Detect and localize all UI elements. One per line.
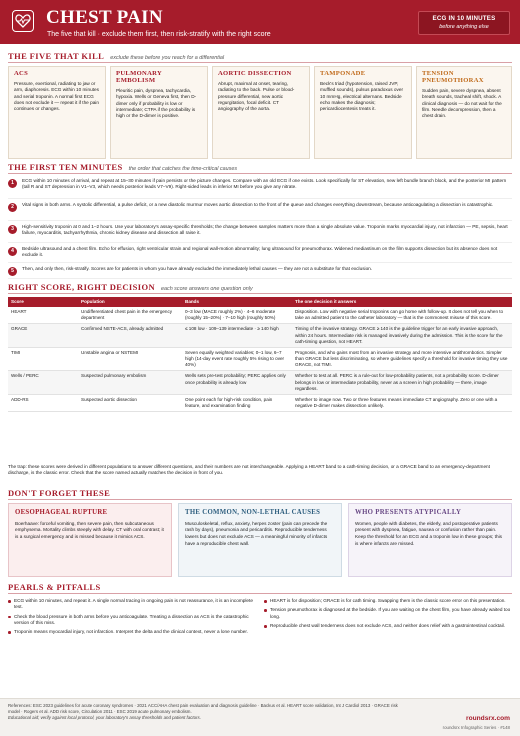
score-population: Suspected pulmonary embolism [78, 371, 182, 395]
page-title: CHEST PAIN [46, 7, 163, 28]
score-population: Undifferentiated chest pain in the emergency department [78, 307, 182, 324]
card-body: Pleuritic pain, dyspnea, tachycardia, hypoxia. Wells or Geneva first, then D-dimer only if probability is low or intermediate; CTPA if the probability is high or the D-dimer is positive. [116, 87, 197, 119]
step-row [8, 223, 512, 243]
step-text: ECG within 10 minutes of arrival, and repeat at 15–30 minutes if pain persists or the picture changes. Compare with an old ECG if one exists. Look specifically for ST elevation, new left bundle branch block, and the posterior MI pattern (tall R and ST depression in V1–V3, which needs posterior leads V7–V9). Right-sided leads in inferior MI before you give any nitrate. [22, 178, 507, 190]
step-text: High-sensitivity troponin at 0 and 1–2 hours. Use your laboratory's assay-specific thresholds; the change between samples matters more than a single absolute value. Troponin marks myocardial injury, not infarction — PE, sepsis, heart failure, myocarditis, tachyarrhythmia, chronic kidney disease and dissection all raise it. [22, 224, 508, 236]
score-bands: ≤ 108 low · 109–139 intermediate · ≥ 140 high [182, 324, 292, 348]
list-item: Check the blood pressure in both arms before you anticoagulate. Treating a dissection as ACS is the catastrophic version of this miss. [8, 614, 260, 627]
card-body: Boerhaave: forceful vomiting, then severe pain, then subcutaneous emphysema. Mortality climbs steeply with delay. CT with oral contrast; it is a surgical emergency and is missed because it mimics ACS. [15, 520, 164, 539]
section-title: THE FIRST TEN MINUTES [8, 162, 123, 172]
score-trap-note: The trap: these scores were derived in different populations to answer different questions, and their numbers are not interchangeable. Applying a HEART band to a cath-timing decision, or a GRACE band to an emergency-department discharge, is the classic error. Check that the score named actually matches the decision in front of you. [8, 464, 490, 476]
table-row [8, 307, 512, 324]
table-header-row [8, 297, 512, 307]
card-body: Beck's triad (hypotension, raised JVP, muffled sounds), pulsus paradoxus over 10 mmHg, electrical alternans. Bedside echo makes the diagnosis; pericardiocentesis treats it. [320, 80, 404, 112]
score-decision: Timing of the invasive strategy. GRACE ≥ 140 is the guideline trigger for an early invasive approach, within 24 hours. Intermediate risk is managed invasively during the admission. This is the score for the cath-timing question, not HEART. [292, 324, 512, 348]
series-label: roundsrx Infographic Series · #148 [442, 725, 510, 730]
card-title: ACS [14, 70, 29, 77]
score-bands: 0–3 low (MACE roughly 2%) · 4–6 moderate (roughly 15–20%) · 7–10 high (roughly 50%) [182, 307, 292, 324]
divider [8, 293, 512, 294]
section-title: DON'T FORGET THESE [8, 488, 111, 498]
score-name: Wells / PERC [8, 371, 78, 395]
column-header: The one decision it answers [292, 297, 512, 307]
divider [8, 62, 512, 63]
score-bands: Wells sets pre-test probability; PERC applies only once probability is already low [182, 371, 292, 395]
divider [8, 499, 512, 500]
card-title: WHO PRESENTS ATYPICALLY [355, 509, 462, 516]
step-number: 5 [8, 267, 17, 276]
badge-title: ECG IN 10 MINUTES [432, 15, 496, 22]
score-name: HEART [8, 307, 78, 324]
step-number: 2 [8, 203, 17, 212]
section-heading-five [8, 51, 224, 62]
card-title: OESOPHAGEAL RUPTURE [15, 509, 108, 516]
step-text: Bedside ultrasound and a chest film. Echo for effusion, right ventricular strain and regional wall-motion abnormality; lung ultrasound for pneumothorax. Widened mediastinum on the film supports dissection but its absence does not exclude it. [22, 246, 498, 258]
score-bands: One point each for high-risk condition, pain feature, and examination finding [182, 395, 292, 412]
card-body: Musculoskeletal, reflux, anxiety, herpes zoster (pain can precede the rash by days), pneumonia and pericarditis. Reproducible tenderness lowers but does not exclude ACS — a meaningful minority of infarcts have a reproducible chest wall. [185, 520, 328, 546]
card-common-causes [178, 503, 342, 577]
heart-pulse-icon [12, 10, 34, 32]
table-row [8, 324, 512, 348]
table-row [8, 395, 512, 412]
section-note: exclude these before you reach for a differential [110, 55, 225, 61]
card-title: TENSION PNEUMOTHORAX [422, 70, 484, 84]
table-row [8, 371, 512, 395]
section-heading-ten [8, 162, 237, 173]
section-note: the order that catches the time-critical causes [128, 166, 238, 172]
ecg-badge [418, 11, 510, 35]
column-header: Bands [182, 297, 292, 307]
footer [0, 698, 520, 736]
card-title: PULMONARY EMBOLISM [116, 70, 162, 84]
card-acs [8, 66, 106, 159]
pearls-right-list [264, 598, 512, 632]
score-population: Suspected aortic dissection [78, 395, 182, 412]
step-row [8, 177, 512, 199]
step-number: 4 [8, 247, 17, 256]
card-title: AORTIC DISSECTION [218, 70, 292, 77]
score-bands: Seven equally weighted variables; 0–1 low, 6–7 high (14-day event rate roughly 5% rising to over 40%) [182, 347, 292, 371]
card-tension-pneumothorax [416, 66, 512, 159]
step-row [8, 265, 512, 279]
section-title: RIGHT SCORE, RIGHT DECISION [8, 282, 155, 292]
card-body: Women, people with diabetes, the elderly, and postoperative patients present with dyspnea, fatigue, nausea or confusion rather than pain. Keep the threshold for an ECG and a troponin low in these groups; this is where infarcts are missed. [355, 520, 502, 546]
table-row [8, 347, 512, 371]
card-dissection [212, 66, 310, 159]
column-header: Score [8, 297, 78, 307]
divider [8, 173, 512, 174]
step-number: 1 [8, 179, 17, 188]
card-body: Pressure, exertional, radiating to jaw or arm, diaphoresis. ECG within 10 minutes and serial troponin. A normal first ECG does not exclude it — repeat it if the pain continues or changes. [14, 80, 99, 112]
section-note: each score answers one question only [161, 286, 253, 292]
score-name: ADD-RS [8, 395, 78, 412]
score-decision: Prognosis, and who gains most from an invasive strategy and more intensive antithrombotics. Simpler than GRACE but less discriminating, so where guidelines specify a threshold for invasive timing they use GRACE, not TIMI. [292, 347, 512, 371]
badge-subtitle: before anything else [439, 24, 489, 31]
list-item: Tension pneumothorax is diagnosed at the bedside. If you are waiting on the chest film, you have already waited too long. [264, 607, 512, 620]
card-body: Sudden pain, severe dyspnea, absent breath sounds, tracheal shift, shock. A clinical diagnosis — do not wait for the film. Needle decompression, then a chest drain. [422, 87, 502, 119]
section-title: PEARLS & PITFALLS [8, 582, 101, 592]
section-heading-pearls [8, 582, 101, 593]
references [8, 703, 408, 721]
column-header: Population [78, 297, 182, 307]
score-table [8, 297, 512, 412]
list-item: Reproducible chest wall tenderness does not exclude ACS, and neither does relief with a gastrointestinal cocktail. [264, 623, 512, 629]
list-item: Troponin means myocardial injury, not infarction. Interpret the delta and the clinical context, never a lone number. [8, 629, 260, 635]
divider [8, 593, 512, 594]
card-body: Abrupt, maximal at onset, tearing, radiating to the back. Pulse or blood-pressure differential, new aortic regurgitation, focal deficit. CT angiography of the aorta. [218, 80, 295, 112]
section-heading-forget [8, 488, 110, 499]
card-title: TAMPONADE [320, 70, 366, 77]
score-decision: Disposition. Low with negative serial troponins can go home with follow-up. It does not tell you when to take an admitted patient to the catheter laboratory — that is the commonest misuse of this score. [292, 307, 512, 324]
card-title: THE COMMON, NON-LETHAL CAUSES [185, 509, 321, 516]
card-oesophageal-rupture [8, 503, 172, 577]
score-decision: Whether to image now. Two or three features means immediate CT angiography. Zero or one with a negative D-dimer makes dissection unlikely. [292, 395, 512, 412]
header-banner [0, 0, 520, 44]
step-number: 3 [8, 225, 17, 234]
site-link[interactable]: roundsrx.com [466, 715, 510, 722]
card-pe [110, 66, 208, 159]
score-name: GRACE [8, 324, 78, 348]
list-item: ECG within 10 minutes, and repeat it. A single normal tracing in ongoing pain is not reassurance, it is an incomplete test. [8, 598, 260, 611]
card-tamponade [314, 66, 412, 159]
section-heading-scores [8, 282, 253, 293]
step-row [8, 245, 512, 263]
score-population: Unstable angina or NSTEMI [78, 347, 182, 371]
pearls-left-list [8, 598, 260, 639]
step-row [8, 201, 512, 221]
page-subtitle: The five that kill · exclude them first, then risk-stratify with the right score [47, 31, 271, 38]
disclaimer: Educational aid; verify against local protocol, your laboratory's assay thresholds and patient factors. [8, 715, 201, 721]
card-atypical [348, 503, 512, 577]
references-text: References: ESC 2023 guidelines for acute coronary syndromes · 2021 ACC/AHA chest pain evaluation and diagnosis guideline · Backus et al. HEART score validation, Int J Cardiol 2013 · GRACE risk model · Rogers et al. ADD risk score, Circulation 2011 · ESC 2019 acute pulmonary embolism. [8, 703, 398, 715]
score-name: TIMI [8, 347, 78, 371]
step-text: Vital signs in both arms. A systolic differential, a pulse deficit, or a new diastolic murmur moves aortic dissection to the front of the queue and changes everything downstream, because anticoagulating a dissection is catastrophic. [22, 202, 494, 207]
score-population: Confirmed NSTE-ACS, already admitted [78, 324, 182, 348]
list-item: HEART is for disposition; GRACE is for cath timing. Swapping them is the classic score error on this presentation. [264, 598, 512, 604]
step-text: Then, and only then, risk-stratify. Scores are for patients in whom you have already excluded the immediately lethal causes — they are not a substitute for that exclusion. [22, 266, 373, 271]
score-decision: Whether to test at all. PERC is a rule-out for low-probability patients, not a probability score. D-dimer belongs in low or intermediate probability, never as a screen in high probability — there, image regardless. [292, 371, 512, 395]
section-title: THE FIVE THAT KILL [8, 51, 105, 61]
